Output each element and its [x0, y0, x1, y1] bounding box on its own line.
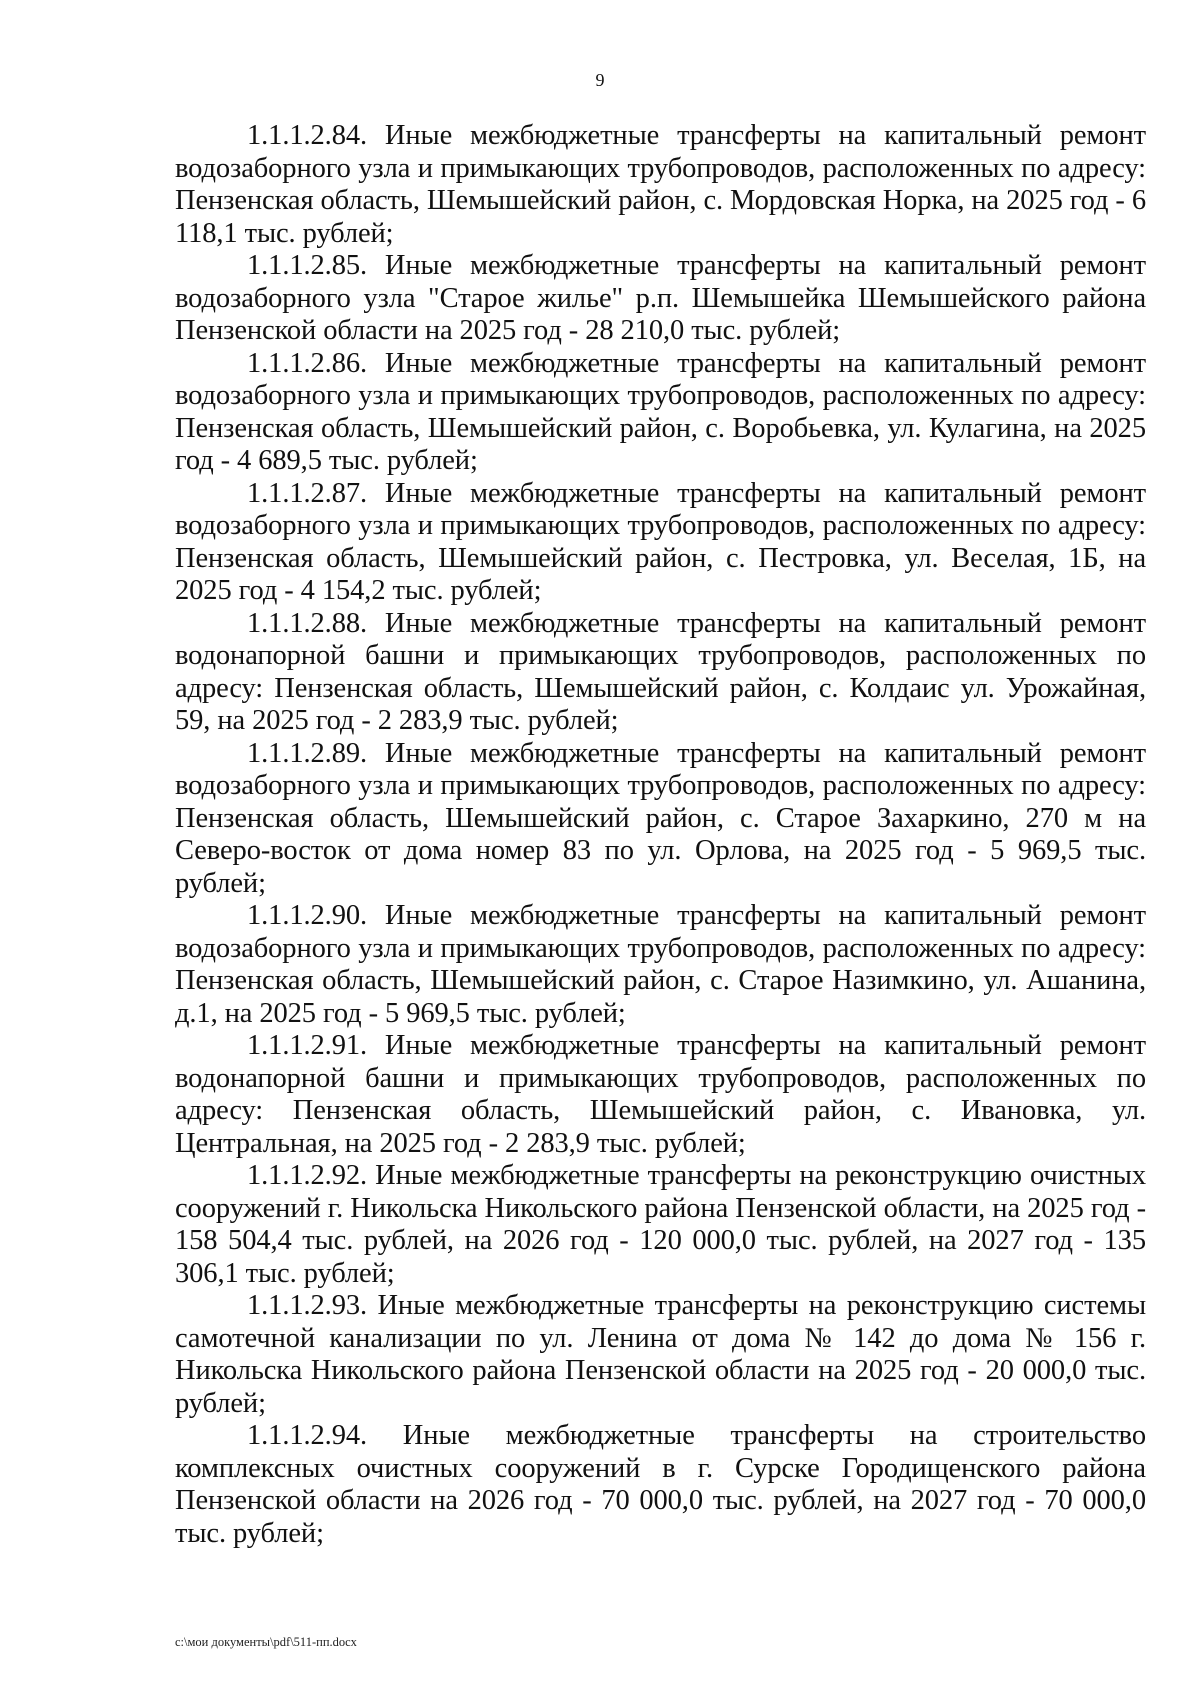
paragraph-1-1-1-2-93: 1.1.1.2.93. Иные межбюджетные трансферты на реконструкцию системы самотечной канализации по ул. Ленина от дома № 142 до дома № 156 г. Никольска Никольского района Пензенской области на 2025 год - 20 000,0 тыс. рублей;: [175, 1290, 1146, 1419]
paragraph-1-1-1-2-86: 1.1.1.2.86. Иные межбюджетные трансферты на капитальный ремонт водозаборного узла и примыкающих трубопроводов, расположенных по адресу: Пензенская область, Шемышейский район, с. Воробьевка, ул. Кулагина, на 2025 год - 4 689,5 тыс. рублей;: [175, 347, 1146, 476]
page-number: 9: [595, 70, 605, 90]
paragraph-1-1-1-2-84: 1.1.1.2.84. Иные межбюджетные трансферты на капитальный ремонт водозаборного узла и примыкающих трубопроводов, расположенных по адресу: Пензенская область, Шемышейский район, с. Мордовская Норка, на 2025 год - 6 118,1 тыс. рублей;: [175, 120, 1146, 249]
paragraph-1-1-1-2-90: 1.1.1.2.90. Иные межбюджетные трансферты на капитальный ремонт водозаборного узла и примыкающих трубопроводов, расположенных по адресу: Пензенская область, Шемышейский район, с. Старое Назимкино, ул. Ашанина, д.1, на 2025 год - 5 969,5 тыс. рублей;: [175, 900, 1146, 1029]
paragraph-1-1-1-2-92: 1.1.1.2.92. Иные межбюджетные трансферты на реконструкцию очистных сооружений г. Никольска Никольского района Пензенской области, на 2025 год - 158 504,4 тыс. рублей, на 2026 год - 120 000,0 тыс. рублей, на 2027 год - 135 306,1 тыс. рублей;: [175, 1160, 1146, 1289]
paragraph-1-1-1-2-89: 1.1.1.2.89. Иные межбюджетные трансферты на капитальный ремонт водозаборного узла и примыкающих трубопроводов, расположенных по адресу: Пензенская область, Шемышейский район, с. Старое Захаркино, 270 м на Северо-восток от дома номер 83 по ул. Орлова, на 2025 год - 5 969,5 тыс. рублей;: [175, 737, 1146, 899]
paragraph-1-1-1-2-87: 1.1.1.2.87. Иные межбюджетные трансферты на капитальный ремонт водозаборного узла и примыкающих трубопроводов, расположенных по адресу: Пензенская область, Шемышейский район, с. Пестровка, ул. Веселая, 1Б, на 2025 год - 4 154,2 тыс. рублей;: [175, 477, 1146, 606]
paragraph-1-1-1-2-91: 1.1.1.2.91. Иные межбюджетные трансферты на капитальный ремонт водонапорной башни и примыкающих трубопроводов, расположенных по адресу: Пензенская область, Шемышейский район, с. Ивановка, ул. Центральная, на 2025 год - 2 283,9 тыс. рублей;: [175, 1030, 1146, 1159]
footer-file-path: c:\мои документы\pdf\511-пп.docx: [175, 1635, 357, 1649]
document-body: [175, 120, 1146, 1550]
paragraph-1-1-1-2-88: 1.1.1.2.88. Иные межбюджетные трансферты на капитальный ремонт водонапорной башни и примыкающих трубопроводов, расположенных по адресу: Пензенская область, Шемышейский район, с. Колдаис ул. Урожайная, 59, на 2025 год - 2 283,9 тыс. рублей;: [175, 607, 1146, 736]
paragraph-1-1-1-2-85: 1.1.1.2.85. Иные межбюджетные трансферты на капитальный ремонт водозаборного узла "Старое жилье" р.п. Шемышейка Шемышейского района Пензенской области на 2025 год - 28 210,0 тыс. рублей;: [175, 250, 1146, 346]
paragraph-1-1-1-2-94: 1.1.1.2.94. Иные межбюджетные трансферты на строительство комплексных очистных сооружений в г. Сурске Городищенского района Пензенской области на 2026 год - 70 000,0 тыс. рублей, на 2027 год - 70 000,0 тыс. рублей;: [175, 1420, 1146, 1549]
